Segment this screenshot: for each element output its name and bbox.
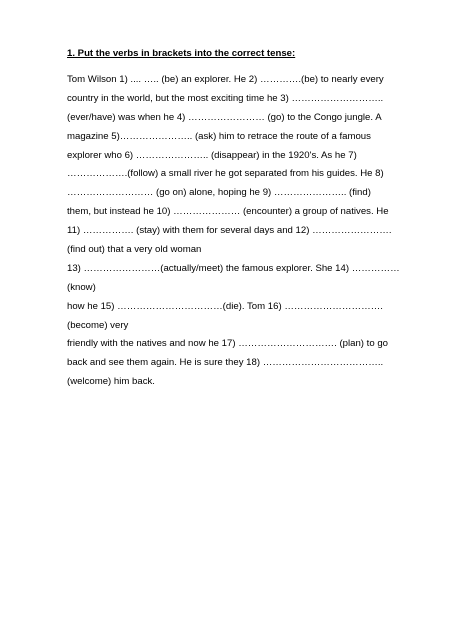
text-line: (ever/have) was when he 4) …………………… (go) to the Congo jungle. A	[67, 111, 382, 123]
text-line: (know)	[67, 281, 96, 293]
text-line: Tom Wilson 1) .... ….. (be) an explorer. He 2) ………….(be) to nearly every	[67, 74, 384, 85]
exercise-heading: 1. Put the verbs in brackets into the correct tense:	[67, 48, 296, 59]
text-line: 11) ……………. (stay) with them for several days and 12) …………………….	[67, 225, 392, 237]
text-line: 13) ……………………(actually/meet) the famous explorer. She 14) ……………	[67, 262, 400, 274]
text-line: ……………………… (go on) alone, hoping he 9) ………………….. (find)	[67, 187, 371, 199]
text-line: (welcome) him back.	[67, 376, 155, 388]
text-line: (find out) that a very old woman	[67, 244, 202, 256]
text-line: how he 15) ……………………………(die). Tom 16) ………………………….	[67, 300, 383, 312]
text-line: back and see them again. He is sure they 18) ………………………………..	[67, 357, 384, 369]
text-line: explorer who 6) ………………….. (disappear) in the 1920's. As he 7)	[67, 149, 357, 161]
text-line: them, but instead he 10) ………………… (encounter) a group of natives. He	[67, 206, 389, 218]
exercise-text	[67, 71, 412, 392]
text-line: friendly with the natives and now he 17) …………………………. (plan) to go	[67, 338, 388, 350]
text-line: ……………….(follow) a small river he got separated from his guides. He 8)	[67, 168, 384, 180]
text-line: (become) very	[67, 319, 129, 331]
text-line: country in the world, but the most exciting time he 3) ………………………..	[67, 92, 384, 104]
text-line: magazine 5)………………….. (ask) him to retrace the route of a famous	[67, 130, 371, 142]
